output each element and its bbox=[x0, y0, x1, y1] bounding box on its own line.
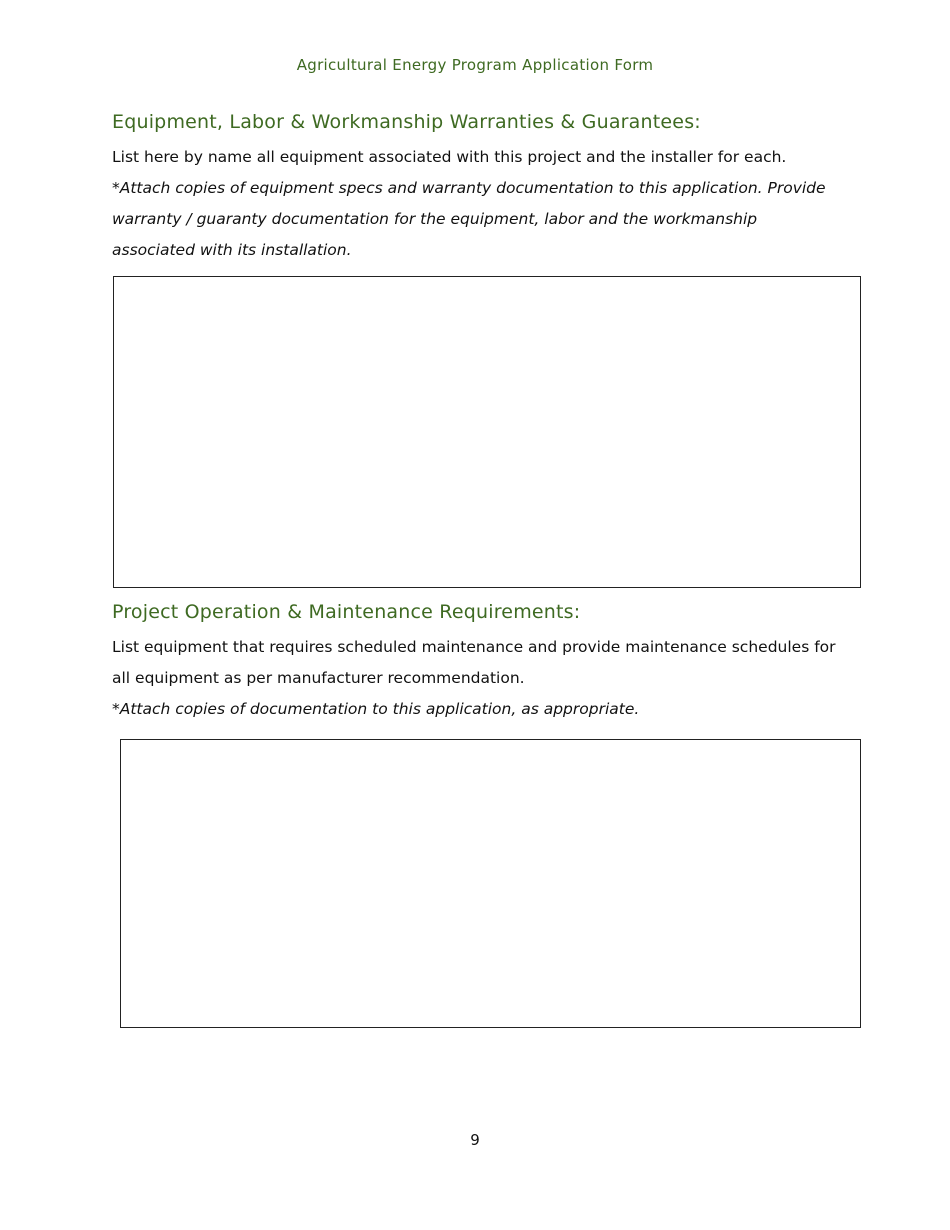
maintenance-heading: Project Operation & Maintenance Requirements: bbox=[112, 601, 581, 623]
warranties-note: *Attach copies of equipment specs and warranty documentation to this application. Provide warranty / guaranty documentation for the equipment, labor and the workmanship associated with its installation. bbox=[112, 179, 826, 259]
warranties-instruction: List here by name all equipment associated with this project and the installer for each. bbox=[112, 148, 787, 166]
warranties-entry-field[interactable] bbox=[113, 276, 861, 588]
warranties-heading: Equipment, Labor & Workmanship Warranties & Guarantees: bbox=[112, 111, 701, 133]
maintenance-instruction: List equipment that requires scheduled maintenance and provide maintenance schedules for all equipment as per manufacturer recommendation. bbox=[112, 638, 836, 687]
running-header: Agricultural Energy Program Application Form bbox=[296, 56, 654, 74]
maintenance-note: *Attach copies of documentation to this application, as appropriate. bbox=[112, 700, 640, 718]
page-number: 9 bbox=[470, 1131, 480, 1149]
maintenance-entry-field[interactable] bbox=[120, 739, 861, 1028]
